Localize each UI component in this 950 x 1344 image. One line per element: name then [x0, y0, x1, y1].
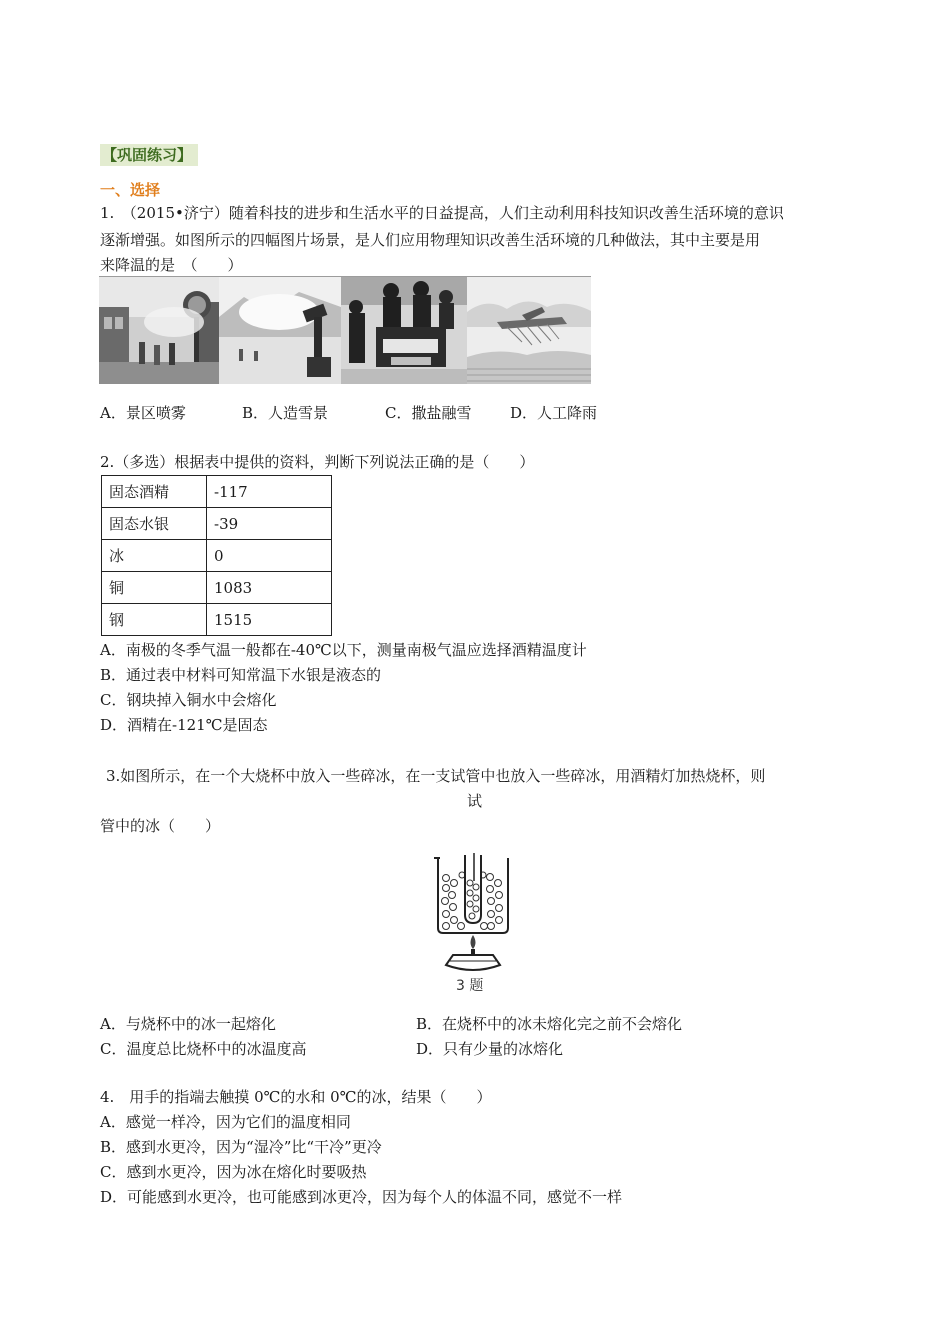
q2-option-d: D．酒精在-121℃是固态	[100, 716, 268, 734]
q3-option-a: A．与烧杯中的冰一起熔化	[100, 1015, 276, 1033]
q4-option-c: C．感到水更冷，因为冰在熔化时要吸热	[100, 1163, 367, 1181]
table-cell-substance: 冰	[102, 540, 207, 572]
q4-stem: 4. 用手的指端去触摸 0℃的水和 0℃的冰，结果（ ）	[100, 1088, 492, 1106]
q2-stem: 2.（多选）根据表中提供的资料，判断下列说法正确的是（ ）	[100, 453, 535, 471]
table-cell-substance: 钢	[102, 604, 207, 636]
q3-figure	[428, 853, 528, 995]
table-cell-substance: 固态酒精	[102, 476, 207, 508]
q1-photo-artificial-rain	[467, 277, 591, 384]
table-cell-value: 1083	[207, 572, 332, 604]
table-row	[102, 540, 332, 572]
q3-option-b: B．在烧杯中的冰未熔化完之前不会熔化	[416, 1015, 683, 1033]
q1-photo-spray	[99, 277, 219, 384]
q3-stem-line-1: 3.如图所示，在一个大烧杯中放入一些碎冰，在一支试管中也放入一些碎冰，用酒精灯加热烧杯，则	[106, 767, 766, 785]
q3-option-d: D．只有少量的冰熔化	[416, 1040, 564, 1058]
table-cell-value: -117	[207, 476, 332, 508]
table-cell-substance: 铜	[102, 572, 207, 604]
q4-option-d: D．可能感到水更冷，也可能感到冰更冷，因为每个人的体温不同，感觉不一样	[100, 1188, 623, 1206]
q2-option-c: C．钢块掉入铜水中会熔化	[100, 691, 277, 709]
q4-option-a: A．感觉一样冷，因为它们的温度相同	[100, 1113, 351, 1131]
section-heading: 一、选择	[100, 181, 161, 199]
table-row	[102, 572, 332, 604]
section-banner: 【巩固练习】	[100, 144, 198, 166]
table-cell-value: 0	[207, 540, 332, 572]
table-row	[102, 508, 332, 540]
q1-option-c: C．撒盐融雪	[385, 404, 472, 422]
q1-option-d: D．人工降雨	[510, 404, 598, 422]
q3-figure-caption: 3 题	[456, 978, 484, 994]
q3-stem-line-2: 试	[467, 792, 483, 810]
q1-stem-line-3: 来降温的是 （ ）	[100, 256, 243, 274]
table-row	[102, 604, 332, 636]
table-cell-value: 1515	[207, 604, 332, 636]
q1-photo-salting-snow	[341, 277, 467, 384]
q1-stem-line-1: 1. （2015•济宁）随着科技的进步和生活水平的日益提高，人们主动利用科技知识改善生活环境的意识	[100, 204, 784, 222]
q3-stem-line-3: 管中的冰（ ）	[100, 817, 221, 835]
q1-photo-strip	[99, 276, 591, 384]
q2-option-a: A．南极的冬季气温一般都在-40℃以下，测量南极气温应选择酒精温度计	[100, 641, 587, 659]
beaker-apparatus-diagram	[428, 853, 528, 978]
q4-option-b: B．感到水更冷，因为“湿冷”比“干冷”更冷	[100, 1138, 382, 1156]
q1-option-a: A．景区喷雾	[100, 404, 186, 422]
table-cell-value: -39	[207, 508, 332, 540]
q3-option-c: C．温度总比烧杯中的冰温度高	[100, 1040, 307, 1058]
table-row	[102, 476, 332, 508]
q1-photo-snow-machine	[219, 277, 341, 384]
q2-melting-point-table	[101, 475, 332, 636]
q1-option-b: B．人造雪景	[242, 404, 329, 422]
table-cell-substance: 固态水银	[102, 508, 207, 540]
q1-stem-line-2: 逐渐增强。如图所示的四幅图片场景，是人们应用物理知识改善生活环境的几种做法，其中主要是用	[100, 231, 761, 249]
q2-option-b: B．通过表中材料可知常温下水银是液态的	[100, 666, 382, 684]
